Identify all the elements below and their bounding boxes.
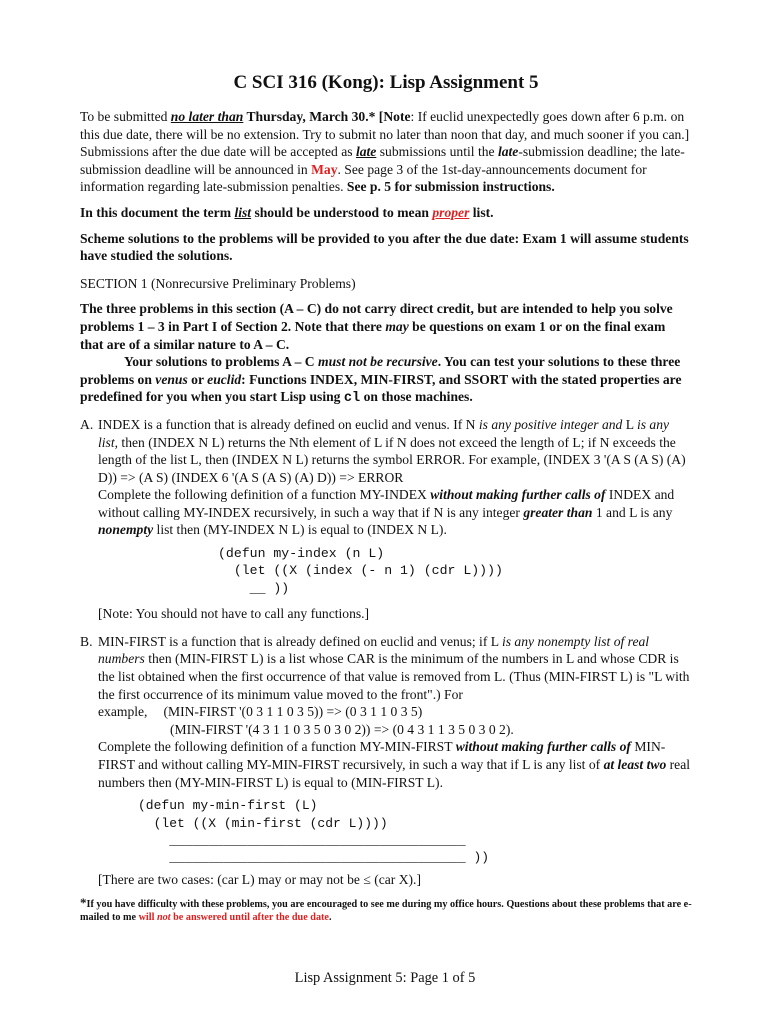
footnote xyxy=(80,896,692,924)
problem-emphasis: without making further calls of xyxy=(430,487,606,503)
problem-emphasis: greater than xyxy=(523,504,593,520)
example-label: example, xyxy=(98,704,148,720)
note-label: Note xyxy=(383,109,411,124)
problem-emphasis: is any nonempty list of real numbers xyxy=(98,633,650,667)
intro-text: To be submitted xyxy=(80,109,171,124)
problem-b-description xyxy=(98,633,692,703)
example-line: (MIN-FIRST '(4 3 1 1 0 3 5 0 3 0 2)) => (0 4 3 1 1 3 5 0 3 0 2). xyxy=(170,721,514,737)
footnote-emphasis: be answered until after the due date xyxy=(170,912,329,924)
code-line: (let ((X (min-first (cdr L)))) xyxy=(138,815,388,831)
problem-text: INDEX is a function that is already defined on euclid and venus. If N xyxy=(98,416,479,432)
problem-text: , then (INDEX N L) returns the Nth element of L if N does not exceed the length of L; if N exceeds the length of the list L, then (INDEX N L) returns the symbol ERROR. For example, (INDEX 3 '(A S (A S) (A) D)) => (A S) (INDEX 6 '(A S (A S) (A) D)) => ERROR xyxy=(98,434,686,485)
section-text: . You can test your solutions to these three problems on xyxy=(80,354,681,387)
problem-emphasis: nonempty xyxy=(98,522,154,538)
footnote-emphasis: will xyxy=(138,912,157,924)
problem-a xyxy=(80,416,692,623)
problem-a-note: [Note: You should not have to call any functions.] xyxy=(98,606,370,622)
problem-text: MIN-FIRST is a function that is already defined on euclid and venus; if L xyxy=(98,633,502,649)
footnote-emphasis: not xyxy=(156,912,171,924)
code-line: (let ((X (index (- n 1) (cdr L)))) xyxy=(218,563,503,579)
problem-label: A. xyxy=(80,416,94,432)
intro-paragraph xyxy=(80,108,692,196)
footnote-star: * xyxy=(80,895,87,911)
scheme-paragraph: Scheme solutions to the problems will be provided to you after the due date: Exam 1 will assume students have studied the solutions. xyxy=(80,230,689,264)
definition-text: list. xyxy=(469,204,494,220)
definition-text: In this document the term xyxy=(80,204,235,220)
problem-text: INDEX and without calling MY-INDEX recursively, in such a way that if N is any integer xyxy=(98,487,675,520)
problem-text: Complete the following definition of a function MY-MIN-FIRST xyxy=(98,739,456,755)
problem-b-examples xyxy=(98,703,692,721)
emphasis-late: late xyxy=(355,144,377,160)
intro-text: -submission deadline; the late-submission deadline will be announced in xyxy=(80,144,685,177)
problem-emphasis: is any positive integer and xyxy=(478,416,623,432)
problem-b-note: [There are two cases: (car L) may or may not be ≤ (car X).] xyxy=(98,871,421,887)
section-text: The three problems in this section (A – C) do not carry direct credit, but are intended to help you solve problems 1 – 3 in Part I of Section 2. Note that there xyxy=(80,301,673,334)
section-heading: SECTION 1 (Nonrecursive Preliminary Problems) xyxy=(80,275,356,291)
footnote-text: If you have difficulty with these problems, you are encouraged to see me during my office hours. Questions about these problems that are e-mailed to me xyxy=(80,899,692,924)
code-block-my-index xyxy=(218,545,692,597)
problem-text: Complete the following definition of a function MY-INDEX xyxy=(98,487,431,503)
machine-euclid: euclid xyxy=(207,371,242,387)
code-block-my-min-first xyxy=(138,797,692,867)
problem-a-description xyxy=(98,416,692,539)
problem-text: real numbers then (MY-MIN-FIRST L) is equal to (MIN-FIRST L). xyxy=(98,757,691,790)
problem-b-instruction xyxy=(98,738,692,791)
submission-instructions-ref: See p. 5 for submission instructions. xyxy=(346,179,555,195)
definition-paragraph xyxy=(80,204,692,222)
problem-label: B. xyxy=(80,633,93,649)
section-text: be questions on exam 1 or on the final exam that are of a similar nature to A – C. xyxy=(80,318,666,352)
document-page xyxy=(80,72,692,924)
footnote-text: . xyxy=(328,912,332,924)
definition-text: should be understood to mean xyxy=(251,204,433,220)
intro-text: : If euclid unexpectedly goes down after 6 p.m. on this due date, there will be no extension. Try to submit no later than noon that day, and much sooner if you can.] Submissions after the due date will be accepted as xyxy=(80,109,690,160)
problem-emphasis: at least two xyxy=(603,757,667,773)
problem-text: 1 and L is any xyxy=(592,504,673,520)
section-text: on those machines. xyxy=(360,389,473,405)
section-intro-paragraph xyxy=(80,300,692,408)
problem-text: MIN-FIRST and without calling MY-MIN-FIRST recursively, in such a way that if L is any list of xyxy=(98,739,666,773)
intro-text: submissions until the xyxy=(376,144,498,160)
emphasis-late: late xyxy=(497,144,519,160)
problem-text: list then (MY-INDEX N L) is equal to (INDEX N L). xyxy=(153,522,447,538)
page-title: C SCI 316 (Kong): Lisp Assignment 5 xyxy=(233,72,539,93)
code-line: (defun my-min-first (L) xyxy=(138,798,318,814)
code-line: (defun my-index (n L) xyxy=(218,546,385,562)
code-line: __ )) xyxy=(218,580,290,596)
emphasis-may-word: may xyxy=(385,318,409,334)
emphasis-no-later-than: no later than xyxy=(170,109,244,124)
term-proper: proper xyxy=(432,204,470,220)
problem-emphasis: is any list xyxy=(98,416,670,450)
term-list: list xyxy=(234,204,252,220)
problem-emphasis: without making further calls of xyxy=(455,739,631,755)
intro-text: . See page 3 of the 1st-day-announcements document for information regarding late-submission penalties. xyxy=(80,161,647,195)
page-footer: Lisp Assignment 5: Page 1 of 5 xyxy=(294,970,476,986)
problem-text: L xyxy=(622,416,637,432)
emphasis-not-recursive: must not be recursive xyxy=(318,354,438,370)
problem-b xyxy=(80,633,692,889)
emphasis-may: May xyxy=(311,161,338,177)
due-date: Thursday, March 30.* [ xyxy=(243,109,384,124)
code-line: ______________________________________ xyxy=(138,833,466,849)
section-text: : Functions INDEX, MIN-FIRST, and SSORT with the stated properties are predefined for you when you start Lisp using xyxy=(80,371,682,405)
command-cl: cl xyxy=(343,391,361,407)
code-line: ______________________________________ )) xyxy=(138,850,490,866)
machine-venus: venus xyxy=(155,371,188,387)
section-text: or xyxy=(187,371,208,387)
example-line: (MIN-FIRST '(0 3 1 1 0 3 5)) => (0 3 1 1 0 3 5) xyxy=(163,704,423,720)
section-text: Your solutions to problems A – C xyxy=(124,354,319,370)
problem-text: then (MIN-FIRST L) is a list whose CAR is the minimum of the numbers in L and whose CDR is the list obtained when the first occurrence of that value is removed from L. (Thus (MIN-FIRST L) is "L with the first occurrence of its minimum value moved to the front".) For xyxy=(98,651,690,702)
